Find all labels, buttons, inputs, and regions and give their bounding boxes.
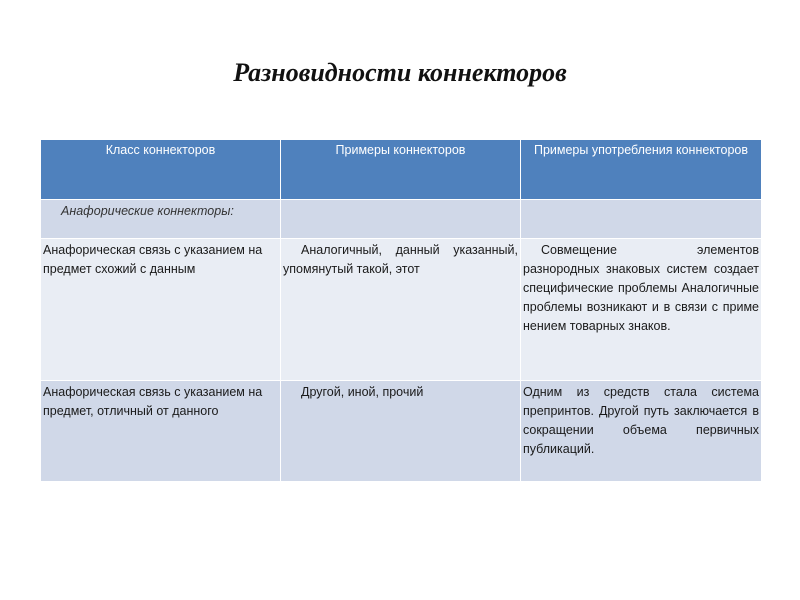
subheader-empty-cell [281, 200, 521, 239]
subheader-label: Анафорические коннекторы: [41, 200, 281, 239]
header-class: Класс коннекторов [41, 140, 281, 200]
header-examples: Примеры коннекторов [281, 140, 521, 200]
table-subheader-row [41, 200, 762, 239]
cell-class: Анафорическая связь с указанием на предмет, отличный от данного [41, 381, 281, 482]
table-row [41, 239, 762, 381]
header-usage: Примеры употребления коннекторов [521, 140, 762, 200]
cell-class: Анафорическая связь с указанием на предмет схожий с данным [41, 239, 281, 381]
subheader-empty-cell [521, 200, 762, 239]
cell-examples: Другой, иной, прочий [281, 381, 521, 482]
page-title: Разновидности коннекторов [233, 58, 567, 87]
cell-examples: Аналогичный, данный указанный, упомянутый такой, этот [281, 239, 521, 381]
table-header-row [41, 140, 762, 200]
table-row [41, 381, 762, 482]
cell-usage: Совмещение элементов разнородных знаковых систем создает специфические проблемы Аналогичные проблемы возникают и в связи с приме нением товарных знаков. [521, 239, 762, 381]
connectors-table [40, 139, 762, 482]
cell-usage: Одним из средств стала система препринтов. Другой путь заключается в сокращении объема первичных публикаций. [521, 381, 762, 482]
